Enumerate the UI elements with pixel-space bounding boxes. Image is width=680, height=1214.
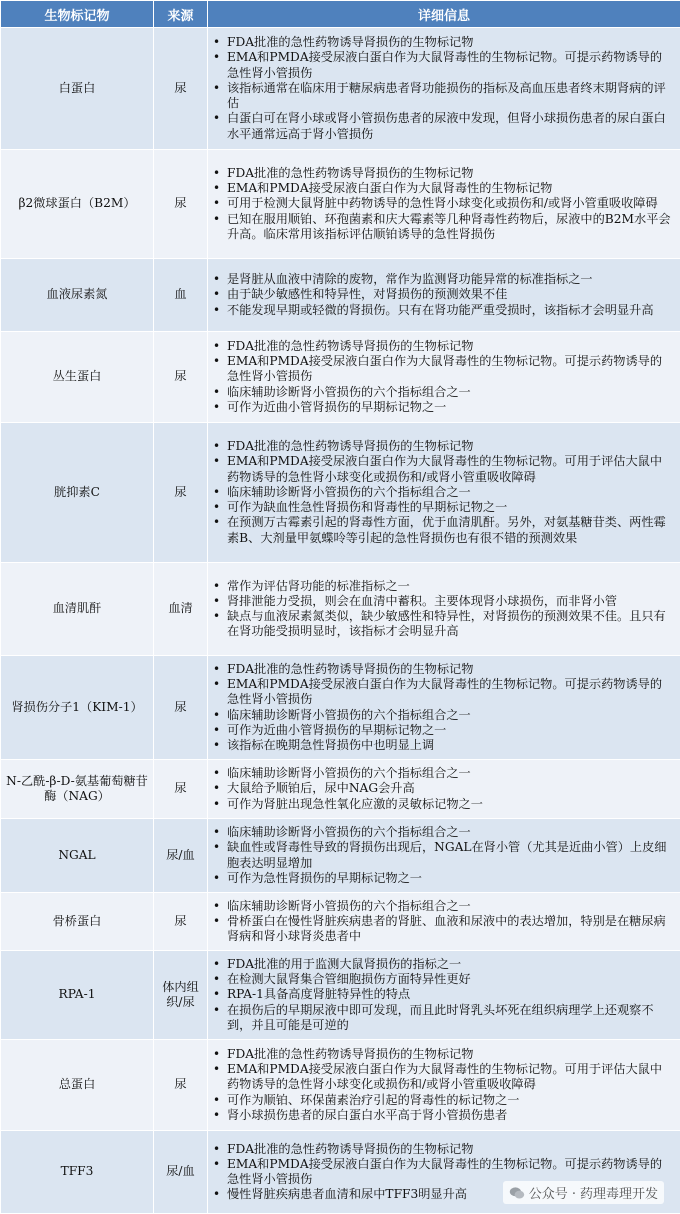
detail-item: • EMA和PMDA接受尿液白蛋白作为大鼠肾毒性的生物标记物。可用于评估大鼠中药物诱导的急性肾小球变化或损伤和/或肾小管重吸收障碍 xyxy=(227,454,674,484)
detail-item: • 临床辅助诊断肾小管损伤的六个指标组合之一 xyxy=(227,385,674,400)
detail-item: • 已知在服用顺铂、环孢菌素和庆大霉素等几种肾毒性药物后，尿液中的B2M水平会升高。临床常用该指标评估顺铂诱导的急性肾损伤 xyxy=(227,212,674,242)
detail-item: • FDA批准的急性药物诱导肾损伤的生物标记物 xyxy=(227,1142,674,1157)
detail-item: • 慢性肾脏疾病患者血清和尿中TFF3明显升高 xyxy=(227,1187,674,1202)
detail-item: • FDA批准的急性药物诱导肾损伤的生物标记物 xyxy=(227,439,674,454)
detail-item: • FDA批准的急性药物诱导肾损伤的生物标记物 xyxy=(227,662,674,677)
table-header-row xyxy=(1,1,680,28)
detail-item: • 可作为顺铂、环保菌素治疗引起的肾毒性的标记物之一 xyxy=(227,1093,674,1108)
table-row xyxy=(1,259,680,332)
biomarker-source: 尿 xyxy=(154,893,208,951)
biomarker-name: N-乙酰-β-D-氨基葡萄糖苷酶（NAG） xyxy=(1,760,154,819)
detail-item: • FDA批准的用于监测大鼠肾损伤的指标之一 xyxy=(227,957,674,972)
details-list xyxy=(208,1047,674,1123)
detail-item: • 该指标通常在临床用于糖尿病患者肾功能损伤的指标及高血压患者终末期肾病的评估 xyxy=(227,81,674,111)
detail-item: • 白蛋白可在肾小球或肾小管损伤患者的尿液中发现，但肾小球损伤患者的尿白蛋白水平通常远高于肾小管损伤 xyxy=(227,111,674,141)
header-source: 来源 xyxy=(154,1,208,28)
biomarker-source: 尿 xyxy=(154,656,208,760)
biomarker-name: 总蛋白 xyxy=(1,1040,154,1131)
detail-item: • 骨桥蛋白在慢性肾脏疾病患者的肾脏、血液和尿液中的表达增加，特别是在糖尿病肾病和肾小球肾炎患者中 xyxy=(227,914,674,944)
detail-item: • 肾排泄能力受损，则会在血清中蓄积。主要体现肾小球损伤，而非肾小管 xyxy=(227,594,674,609)
biomarker-details xyxy=(208,150,680,259)
details-list xyxy=(208,166,674,242)
biomarker-source: 血 xyxy=(154,259,208,332)
biomarker-details xyxy=(208,819,680,893)
biomarker-details xyxy=(208,332,680,423)
table-row xyxy=(1,819,680,893)
detail-item: • 临床辅助诊断肾小管损伤的六个指标组合之一 xyxy=(227,825,674,840)
details-list xyxy=(208,579,674,640)
biomarker-details xyxy=(208,656,680,760)
detail-item: • 可用于检测大鼠肾脏中药物诱导的急性肾小球变化或损伤和/或肾小管重吸收障碍 xyxy=(227,196,674,211)
biomarker-source: 尿/血 xyxy=(154,819,208,893)
biomarker-name: 胱抑素C xyxy=(1,423,154,563)
watermark-prefix: 公众号 · xyxy=(529,1183,576,1202)
detail-item: • 肾小球损伤患者的尿白蛋白水平高于肾小管损伤患者 xyxy=(227,1108,674,1123)
biomarker-source: 尿 xyxy=(154,332,208,423)
detail-item: • 不能发现早期或轻微的肾损伤。只有在肾功能严重受损时，该指标才会明显升高 xyxy=(227,303,674,318)
detail-item: • 可作为近曲小管肾损伤的早期标记物之一 xyxy=(227,723,674,738)
details-list xyxy=(208,899,674,945)
detail-item: • 可作为缺血性急性肾损伤和肾毒性的早期标记物之一 xyxy=(227,500,674,515)
details-list xyxy=(208,35,674,141)
detail-item: • 由于缺少敏感性和特异性，对肾损伤的预测效果不佳 xyxy=(227,287,674,302)
biomarker-name: RPA-1 xyxy=(1,951,154,1040)
detail-item: • 临床辅助诊断肾小管损伤的六个指标组合之一 xyxy=(227,485,674,500)
header-biomarker: 生物标记物 xyxy=(1,1,154,28)
detail-item: • EMA和PMDA接受尿液白蛋白作为大鼠肾毒性的生物标记物。可提示药物诱导的急性肾小管损伤 xyxy=(227,354,674,384)
biomarker-name: NGAL xyxy=(1,819,154,893)
biomarker-name: β2微球蛋白（B2M） xyxy=(1,150,154,259)
detail-item: • 可作为近曲小管肾损伤的早期标记物之一 xyxy=(227,400,674,415)
biomarker-name: TFF3 xyxy=(1,1131,154,1214)
detail-item: • 缺血性或肾毒性导致的肾损伤出现后，NGAL在肾小管（尤其是近曲小管）上皮细胞表达明显增加 xyxy=(227,840,674,870)
details-list xyxy=(208,439,674,545)
detail-item: • 可作为急性肾损伤的早期标记物之一 xyxy=(227,871,674,886)
header-details: 详细信息 xyxy=(208,1,680,28)
table-row xyxy=(1,150,680,259)
detail-item: • 在损伤后的早期尿液中即可发现，而且此时肾乳头坏死在组织病理学上还观察不到，并且可能是可逆的 xyxy=(227,1003,674,1033)
details-list xyxy=(208,339,674,415)
detail-item: • FDA批准的急性药物诱导肾损伤的生物标记物 xyxy=(227,1047,674,1062)
detail-item: • 该指标在晚期急性肾损伤中也明显上调 xyxy=(227,738,674,753)
biomarker-name: 血清肌酐 xyxy=(1,563,154,656)
table-row xyxy=(1,760,680,819)
details-list xyxy=(208,766,674,812)
table-row xyxy=(1,563,680,656)
watermark-account-name: 药理毒理开发 xyxy=(580,1183,658,1202)
detail-item: • EMA和PMDA接受尿液白蛋白作为大鼠肾毒性的生物标记物。可提示药物诱导的急性肾小管损伤 xyxy=(227,677,674,707)
biomarker-source: 尿 xyxy=(154,28,208,150)
detail-item: • 常作为评估肾功能的标准指标之一 xyxy=(227,579,674,594)
detail-item: • 临床辅助诊断肾小管损伤的六个指标组合之一 xyxy=(227,899,674,914)
biomarker-details xyxy=(208,563,680,656)
details-list xyxy=(208,957,674,1033)
detail-item: • EMA和PMDA接受尿液白蛋白作为大鼠肾毒性的生物标记物。可用于评估大鼠中药物诱导的急性肾小球变化或损伤和/或肾小管重吸收障碍 xyxy=(227,1062,674,1092)
table-row xyxy=(1,1040,680,1131)
biomarker-source: 体内组织/尿 xyxy=(154,951,208,1040)
biomarker-details xyxy=(208,760,680,819)
biomarker-name: 丛生蛋白 xyxy=(1,332,154,423)
table-body xyxy=(1,28,680,1214)
detail-item: • FDA批准的急性药物诱导肾损伤的生物标记物 xyxy=(227,35,674,50)
table-row xyxy=(1,951,680,1040)
table-row xyxy=(1,423,680,563)
biomarker-source: 尿/血 xyxy=(154,1131,208,1214)
biomarker-source: 尿 xyxy=(154,150,208,259)
watermark xyxy=(503,1181,664,1204)
detail-item: • 是肾脏从血液中清除的废物，常作为监测肾功能异常的标准指标之一 xyxy=(227,272,674,287)
detail-item: • 临床辅助诊断肾小管损伤的六个指标组合之一 xyxy=(227,766,674,781)
biomarker-details xyxy=(208,951,680,1040)
details-list xyxy=(208,272,674,318)
biomarker-details xyxy=(208,259,680,332)
table-row xyxy=(1,656,680,760)
detail-item: • 大鼠给予顺铂后，尿中NAG会升高 xyxy=(227,781,674,796)
biomarker-name: 骨桥蛋白 xyxy=(1,893,154,951)
biomarker-source: 血清 xyxy=(154,563,208,656)
detail-item: • 缺点与血液尿素氮类似，缺少敏感性和特异性，对肾损伤的预测效果不佳。且只有在肾功能受损明显时，该指标才会明显升高 xyxy=(227,609,674,639)
biomarker-source: 尿 xyxy=(154,760,208,819)
detail-item: • 可作为肾脏出现急性氧化应激的灵敏标记物之一 xyxy=(227,797,674,812)
detail-item: • FDA批准的急性药物诱导肾损伤的生物标记物 xyxy=(227,166,674,181)
detail-item: • 在检测大鼠肾集合管细胞损伤方面特异性更好 xyxy=(227,972,674,987)
detail-item: • 在预测万古霉素引起的肾毒性方面，优于血清肌酐。另外，对氨基糖苷类、两性霉素B、大剂量甲氨蝶呤等引起的急性肾损伤也有很不错的预测效果 xyxy=(227,515,674,545)
biomarker-name: 白蛋白 xyxy=(1,28,154,150)
detail-item: • FDA批准的急性药物诱导肾损伤的生物标记物 xyxy=(227,339,674,354)
details-list xyxy=(208,825,674,886)
detail-item: • 临床辅助诊断肾小管损伤的六个指标组合之一 xyxy=(227,708,674,723)
biomarker-source: 尿 xyxy=(154,423,208,563)
detail-item: • RPA-1具备高度肾脏特异性的特点 xyxy=(227,987,674,1002)
table-row xyxy=(1,893,680,951)
biomarker-details xyxy=(208,28,680,150)
biomarker-details xyxy=(208,893,680,951)
table-row xyxy=(1,28,680,150)
detail-item: • EMA和PMDA接受尿液白蛋白作为大鼠肾毒性的生物标记物。可提示药物诱导的急性肾小管损伤 xyxy=(227,50,674,80)
biomarker-name: 血液尿素氮 xyxy=(1,259,154,332)
biomarker-source: 尿 xyxy=(154,1040,208,1131)
table-row xyxy=(1,332,680,423)
detail-item: • EMA和PMDA接受尿液白蛋白作为大鼠肾毒性的生物标记物。可提示药物诱导的急性肾小管损伤 xyxy=(227,1157,674,1187)
biomarker-details xyxy=(208,1040,680,1131)
biomarker-details xyxy=(208,423,680,563)
details-list xyxy=(208,662,674,753)
detail-item: • EMA和PMDA接受尿液白蛋白作为大鼠肾毒性的生物标记物 xyxy=(227,181,674,196)
biomarker-name: 肾损伤分子1（KIM-1） xyxy=(1,656,154,760)
wechat-icon xyxy=(509,1186,525,1200)
